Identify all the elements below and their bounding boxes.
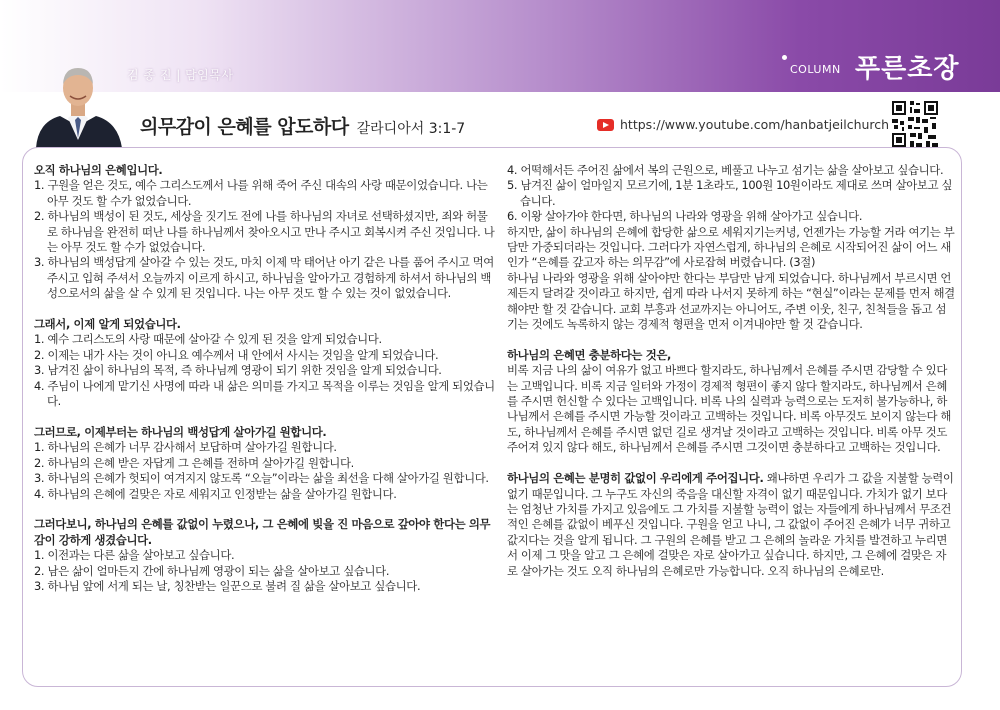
list-item: 2. 남은 삶이 얼마든지 간에 하나님께 영광이 되는 삶을 살아보고 싶습니다.	[34, 563, 390, 578]
obligation-list-continued	[507, 163, 955, 225]
paragraph: 하지만, 삶이 하나님의 은혜에 합당한 삶으로 세워지기는커녕, 언젠가는 가능할 거라 여기는 부담만 가중되더라는 것입니다. 그러다가 자연스럽게, 하나님의 은혜로 시작되어진 삶이 어느 새인가 “은혜를 갚고자 하는 의무감”에 사로잡혀 버렸습니다. (3절)	[507, 224, 955, 270]
paragraph: 비록 지금 나의 삶이 여유가 없고 바쁘다 할지라도, 하나님께서 은혜를 주시면 감당할 수 있다는 고백입니다. 비록 지금 일터와 가정이 경제적 형편이 좋지 않다 할지라도, 하나님께서 은혜를 주시면 헌신할 수 있다는 고백입니다. 비록 나의 실력과 능력으로는 도저히 불가능하나, 하나님께서 은혜를 주시면 가능할 것이라고 고백하는 것입니다. 비록 아무것도 보이지 않는다 해도, 하나님께서 은혜를 주시면 없던 길로 생겨날 것이라고 고백하는 것입니다. 비록 아무 것도 주어져 있지 않다 해도, 하나님께서 은혜를 주시면 그것이면 충분하다고 고백하는 것입니다.	[507, 363, 952, 455]
list-item: 3. 남겨진 삶이 하나님의 목적, 즉 하나님께 영광이 되기 위한 것임을 알게 되었습니다.	[34, 363, 442, 378]
know-list	[34, 332, 498, 409]
section-obligation	[34, 517, 498, 594]
list-item: 6. 이왕 살아가야 한다면, 하나님의 나라와 영광을 위해 살아가고 싶습니다.	[507, 209, 863, 224]
section-now-know	[34, 317, 498, 409]
list-item: 1. 하나님의 은혜가 너무 감사해서 보답하며 살아가길 원합니다.	[34, 440, 337, 455]
section-grace-only	[34, 163, 498, 302]
column-label: COLUMN	[790, 63, 841, 76]
list-item: 5. 남겨진 삶이 얼마일지 모르기에, 1분 1초라도, 100원 10원이라도 제대로 쓰며 살아보고 싶습니다.	[507, 178, 953, 208]
list-item: 1. 예수 그리스도의 사랑 때문에 살아갈 수 있게 된 것을 알게 되었습니다.	[34, 332, 382, 347]
youtube-icon	[597, 119, 614, 131]
paragraph-text: 왜냐하면 우리가 그 값을 지불할 능력이 없기 때문입니다. 그 누구도 자신의 죽음을 대신할 자격이 없기 때문입니다. 가치가 없기 보다는 엄청난 가치를 가지고 있음에도 그 가치를 지불할 능력이 없는 자들에게 하나님께서 무조건적인 은혜를 값없이 베푸신 것입니다. 구원을 얻고 나니, 그 값없이 주어진 은혜가 너무 귀하고 값지다는 것을 알게 됩니다. 그 구원의 은혜를 받고 그 은혜의 놀라운 가치를 발견하고 누리면서 이제 그 맛을 알고 그 은혜에 걸맞은 자로 살아가고 싶습니다. 하지만, 그 은혜에 걸맞은 자로 살아가는 것도 오직 하나님의 은혜로만 가능합니다. 오직 하나님의 은혜로만.	[507, 471, 954, 578]
youtube-link[interactable]	[597, 117, 889, 132]
list-item: 3. 하나님 앞에 서게 되는 날, 칭찬받는 일꾼으로 불려 질 삶을 살아보고 싶습니다.	[34, 578, 421, 593]
section-therefore	[34, 425, 498, 502]
section-heading: 그래서, 이제 알게 되었습니다.	[34, 317, 181, 332]
section-grace-enough	[507, 348, 955, 456]
sermon-title-row	[140, 112, 465, 139]
list-item: 1. 구원을 얻은 것도, 예수 그리스도께서 나를 위해 죽어 주신 대속의 사랑 때문이었습니다. 나는 아무 것도 할 수가 없었습니다.	[34, 178, 488, 208]
list-item: 4. 하나님의 은혜에 걸맞은 자로 세워지고 인정받는 삶을 살아가길 원합니다.	[34, 486, 397, 501]
section-heading: 하나님의 은혜면 충분하다는 것은,	[507, 347, 671, 362]
list-item: 2. 이제는 내가 사는 것이 아니요 예수께서 내 안에서 사시는 것임을 알게 되었습니다.	[34, 347, 439, 362]
grace-list	[34, 178, 498, 301]
paragraph: 하나님 나라와 영광을 위해 살아야만 한다는 부담만 남게 되었습니다. 하나님께서 부르시면 언제든지 달려갈 것이라고 하지만, 쉽게 따라 나서지 못하게 하는 “현실”이라는 문제를 먼저 해결해야만 할 것 같습니다. 교회 부흥과 선교까지는 아니어도, 주변 이웃, 친구, 친척들을 돕고 섬기는 것에도 녹록하지 않는 경제적 형편을 먼저 이겨내야만 할 것 같습니다.	[507, 270, 955, 332]
youtube-url[interactable]: https://www.youtube.com/hanbatjeilchurch	[620, 117, 890, 132]
qr-code-icon	[890, 99, 940, 149]
list-item: 3. 하나님의 은혜가 헛되이 여겨지지 않도록 “오늘”이라는 삶을 최선을 다해 살아가길 원합니다.	[34, 471, 489, 486]
list-item: 1. 이전과는 다른 삶을 살아보고 싶습니다.	[34, 548, 235, 563]
sermon-title: 의무감이 은혜를 압도하다	[140, 116, 349, 138]
column-dot	[782, 55, 787, 60]
list-item: 3. 하나님의 백성답게 살아갈 수 있는 것도, 마치 이제 막 태어난 아기 같은 나를 품어 주시고 먹여 주시고 입혀 주셔서 오늘까지 이르게 하시고, 하나님을 알아가고 경험하게 하셔서 하나님의 백성으로서의 삶을 살 수 있게 된 것입니다. 나는 아무 것도 할 수 있는 것이 없었습니다.	[34, 255, 494, 301]
inline-heading: 하나님의 은혜는 분명히 값없이 우리에게 주어집니다.	[507, 471, 764, 486]
sermon-scripture: 갈라디아서 3:1-7	[356, 121, 466, 137]
right-column	[507, 163, 955, 579]
section-heading: 오직 하나님의 은혜입니다.	[34, 163, 163, 177]
section-heading: 그러다보니, 하나님의 은혜를 값없이 누렸으나, 그 은혜에 빚을 진 마음으로 갚아야 한다는 의무감이 강하게 생겼습니다.	[34, 517, 491, 547]
author-name: 김 종 진 | 담임목사	[127, 68, 234, 82]
list-item: 2. 하나님의 백성이 된 것도, 세상을 짓기도 전에 나를 하나님의 자녀로 선택하셨지만, 죄와 허물로 하나님을 완전히 떠난 나를 하나님께서 찾아오시고 만나 주시고 회복시켜 주신 것입니다. 나는 아무 것도 할 수가 없었습니다.	[34, 209, 495, 255]
list-item: 4. 어떡해서든 주어진 삶에서 복의 근원으로, 베풀고 나누고 섬기는 삶을 살아보고 싶습니다.	[507, 163, 944, 177]
left-column	[34, 163, 498, 594]
section-heading: 그러므로, 이제부터는 하나님의 백성답게 살아가길 원합니다.	[34, 424, 327, 439]
wish-list	[34, 440, 498, 502]
column-title: 푸른초장	[855, 54, 960, 84]
pastor-portrait	[28, 48, 128, 148]
list-item: 2. 하나님의 은혜 받은 자답게 그 은혜를 전하며 살아가길 원합니다.	[34, 455, 354, 470]
obligation-list	[34, 548, 498, 594]
list-item: 4. 주님이 나에게 맡기신 사명에 따라 내 삶은 의미를 가지고 목적을 이루는 것임을 알게 되었습니다.	[34, 378, 495, 409]
section-grace-free	[507, 471, 955, 579]
paragraph	[507, 471, 955, 579]
section-however	[507, 225, 955, 333]
